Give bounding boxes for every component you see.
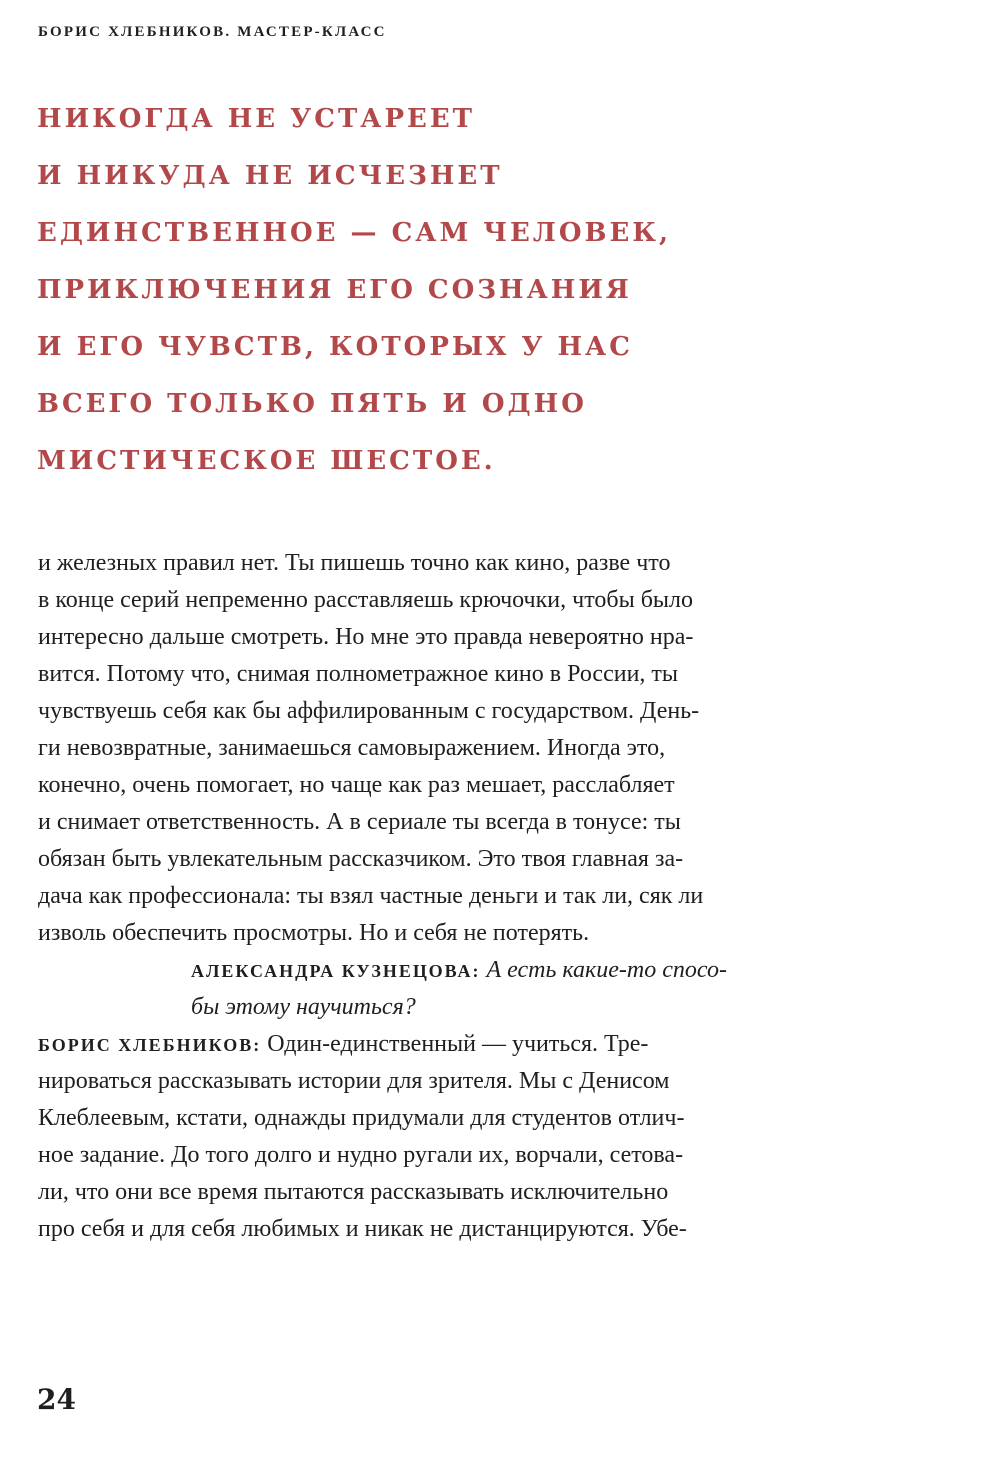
text-line: конечно, очень помогает, но чаще как раз мешает, расслабляет	[38, 772, 675, 798]
text-line: нироваться рассказывать истории для зрителя. Мы с Денисом	[38, 1068, 670, 1094]
text-line: интересно дальше смотреть. Но мне это правда невероятно нра-	[38, 624, 694, 650]
text-line: ное задание. До того долго и нудно ругали их, ворчали, сетова-	[38, 1142, 684, 1168]
pull-quote-line: И ЕГО ЧУВСТВ, КОТОРЫХ У НАС	[37, 332, 633, 362]
text-line: и железных правил нет. Ты пишешь точно как кино, разве что	[38, 550, 671, 576]
answer-line	[38, 1026, 938, 1063]
text-line: вится. Потому что, снимая полнометражное кино в России, ты	[38, 661, 679, 687]
body-text	[38, 545, 938, 1248]
question-text: бы этому научиться?	[191, 994, 416, 1020]
pull-quote-line: НИКОГДА НЕ УСТАРЕЕТ	[37, 104, 476, 134]
text-line: ги невозвратные, занимаешься самовыражением. Иногда это,	[38, 735, 666, 761]
pull-quote-line: ВСЕГО ТОЛЬКО ПЯТЬ И ОДНО	[37, 389, 587, 419]
question-line	[38, 952, 938, 989]
question-text: А есть какие-то спосо-	[486, 957, 727, 983]
text-line: обязан быть увлекательным рассказчиком. Это твоя главная за-	[38, 846, 684, 872]
pull-quote-line: ЕДИНСТВЕННОЕ — САМ ЧЕЛОВЕК,	[37, 218, 671, 248]
page-number: 24	[37, 1383, 76, 1416]
text-line: изволь обеспечить просмотры. Но и себя не потерять.	[38, 920, 590, 946]
text-line: чувствуешь себя как бы аффилированным с государством. День-	[38, 698, 700, 724]
pull-quote	[37, 91, 917, 490]
question-line	[38, 989, 938, 1026]
pull-quote-line: МИСТИЧЕСКОЕ ШЕСТОЕ.	[37, 446, 496, 476]
answer-text: Один-единственный — учиться. Тре-	[267, 1031, 649, 1057]
pull-quote-line: И НИКУДА НЕ ИСЧЕЗНЕТ	[37, 161, 503, 191]
speaker-name: БОРИС ХЛЕБНИКОВ:	[38, 1035, 262, 1055]
text-line: ли, что они все время пытаются рассказывать исключительно	[38, 1179, 669, 1205]
text-line: дача как профессионала: ты взял частные деньги и так ли, сяк ли	[38, 883, 704, 909]
text-line: Клеблеевым, кстати, однажды придумали для студентов отлич-	[38, 1105, 685, 1131]
text-line: про себя и для себя любимых и никак не дистанцируются. Убе-	[38, 1216, 687, 1242]
speaker-name: АЛЕКСАНДРА КУЗНЕЦОВА:	[191, 961, 481, 981]
text-line: в конце серий непременно расставляешь крючочки, чтобы было	[38, 587, 694, 613]
pull-quote-line: ПРИКЛЮЧЕНИЯ ЕГО СОЗНАНИЯ	[37, 275, 632, 305]
text-line: и снимает ответственность. А в сериале ты всегда в тонусе: ты	[38, 809, 681, 835]
running-head: БОРИС ХЛЕБНИКОВ. МАСТЕР-КЛАСС	[38, 24, 387, 40]
